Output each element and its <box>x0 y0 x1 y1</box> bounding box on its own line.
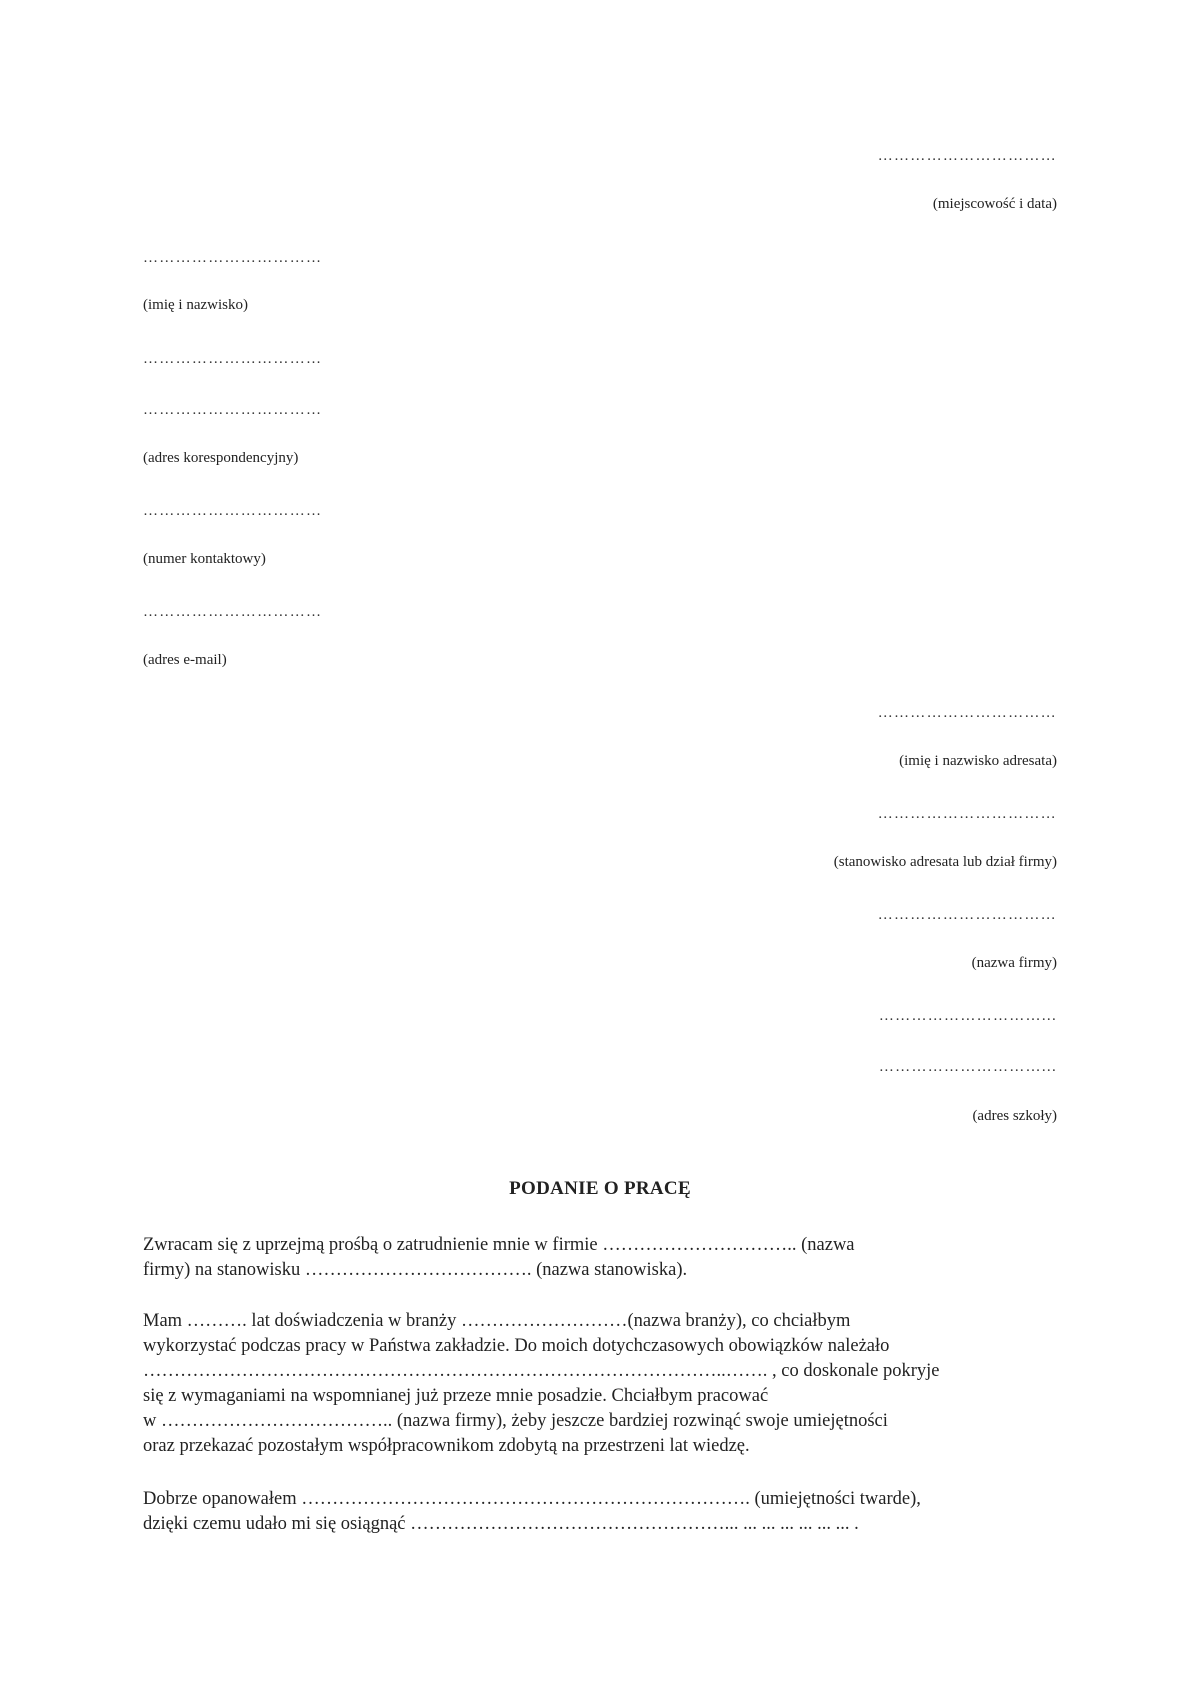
sender-email-label: (adres e-mail) <box>143 652 227 668</box>
place-date-dots: …………………………… <box>877 148 1057 164</box>
paragraph-2-line-3: …………………………………………………………………………………..……. , co doskonale pokryje <box>143 1361 940 1381</box>
paragraph-2-line-5: w ……………………………….. (nazwa firmy), żeby jeszcze bardziej rozwinąć swoje umiejętności <box>143 1411 888 1431</box>
sender-address-label: (adres korespondencyjny) <box>143 450 299 466</box>
paragraph-2-line-6: oraz przekazać pozostałym współpracownikom zdobytą na przestrzeni lat wiedzę. <box>143 1436 750 1456</box>
sender-email-dots: …………………………… <box>143 604 323 620</box>
place-date-label: (miejscowość i data) <box>932 196 1057 212</box>
recipient-company-label: (nazwa firmy) <box>971 955 1057 971</box>
recipient-name-dots: …………………………… <box>877 705 1057 721</box>
letter-paragraph-2 <box>143 1309 1073 1459</box>
recipient-name-label: (imię i nazwisko adresata) <box>899 753 1057 769</box>
paragraph-3-line-2: dzięki czemu udało mi się osiągnąć ……………………………………………... ... ... ... ... ... ... . <box>143 1514 859 1534</box>
letter-title: PODANIE O PRACĘ <box>509 1178 691 1199</box>
paragraph-3-line-1: Dobrze opanowałem ………………………………………………………………. (umiejętności twarde), <box>143 1489 921 1509</box>
sender-address-dots-2: …………………………… <box>143 402 323 418</box>
recipient-school-dots-2: …………………………... <box>878 1059 1057 1075</box>
paragraph-2-line-1: Mam ………. lat doświadczenia w branży ………………………(nazwa branży), co chciałbym <box>143 1311 851 1331</box>
recipient-school-label: (adres szkoły) <box>972 1108 1057 1124</box>
recipient-position-label: (stanowisko adresata lub dział firmy) <box>833 854 1057 870</box>
letter-paragraph-3 <box>143 1487 1073 1537</box>
sender-address-dots-1: …………………………… <box>143 351 323 367</box>
paragraph-2-line-2: wykorzystać podczas pracy w Państwa zakładzie. Do moich dotychczasowych obowiązków należało <box>143 1336 890 1356</box>
paragraph-1-line-2: firmy) na stanowisku ………………………………. (nazwa stanowiska). <box>143 1260 688 1280</box>
paragraph-2-line-4: się z wymaganiami na wspomnianej już przeze mnie posadzie. Chciałbym pracować <box>143 1386 769 1406</box>
sender-phone-label: (numer kontaktowy) <box>143 551 266 567</box>
recipient-company-dots: …………………………… <box>877 907 1057 923</box>
sender-name-label: (imię i nazwisko) <box>143 297 248 313</box>
letter-paragraph-1 <box>143 1233 1073 1283</box>
recipient-position-dots: …………………………… <box>877 806 1057 822</box>
paragraph-1-line-1: Zwracam się z uprzejmą prośbą o zatrudnienie mnie w firmie ………………………….. (nazwa <box>143 1235 855 1255</box>
sender-name-dots: …………………………… <box>143 250 323 266</box>
sender-phone-dots: …………………………… <box>143 503 323 519</box>
recipient-school-dots-1: …………………………... <box>878 1008 1057 1024</box>
